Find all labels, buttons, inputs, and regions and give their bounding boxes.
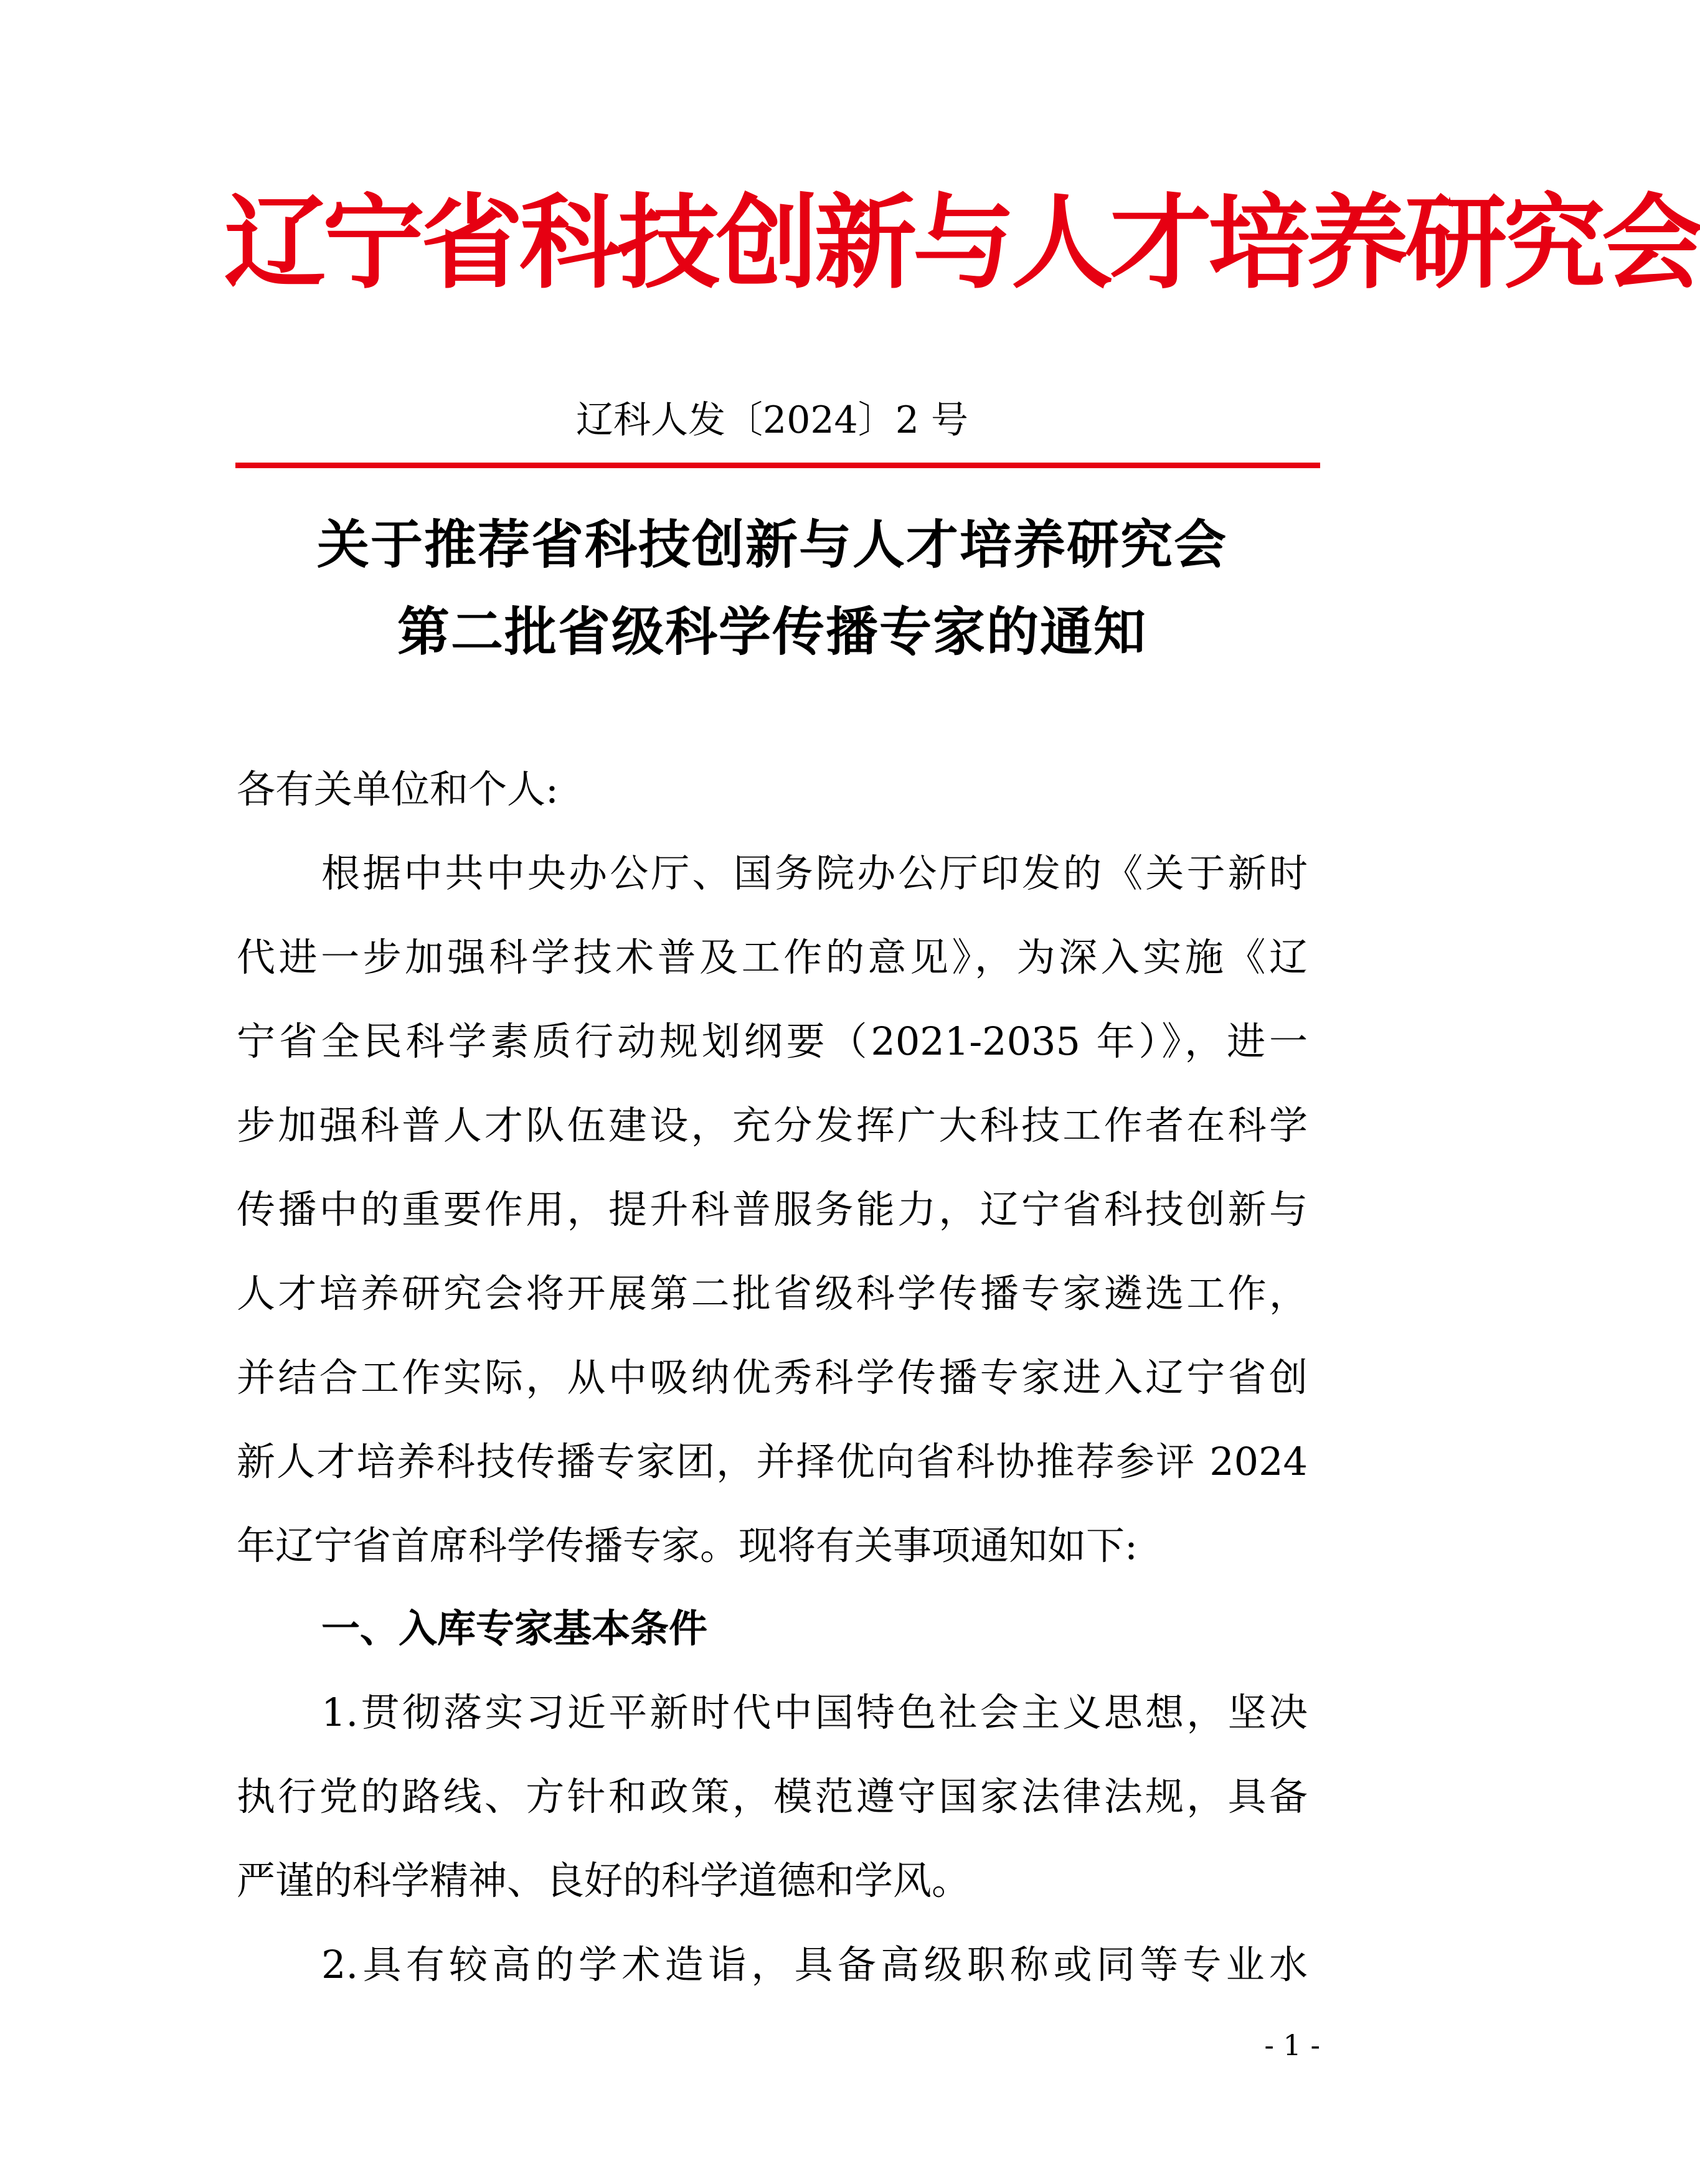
document-number: 辽科人发〔2024〕2 号 xyxy=(576,398,968,442)
paragraph-line: 年辽宁省首席科学传播专家。现将有关事项通知如下: xyxy=(237,1523,1138,1568)
section-heading: 一、入库专家基本条件 xyxy=(321,1606,708,1651)
item-1-line: 严谨的科学精神、良好的科学道德和学风。 xyxy=(237,1858,971,1903)
paragraph-line: 根据中共中央办公厅、国务院办公厅印发的《关于新时 xyxy=(321,850,1308,896)
paragraph-line: 新人才培养科技传播专家团，并择优向省科协推荐参评 2024 xyxy=(237,1439,1308,1484)
item-1-line: 执行党的路线、方针和政策，模范遵守国家法律法规，具备 xyxy=(237,1774,1308,1819)
paragraph-line: 步加强科普人才队伍建设，充分发挥广大科技工作者在科学 xyxy=(237,1103,1308,1148)
salutation: 各有关单位和个人: xyxy=(237,766,559,812)
paragraph-line: 宁省全民科学素质行动规划纲要（2021-2035 年）》，进一 xyxy=(237,1019,1308,1064)
notice-title-line-2: 第二批省级科学传播专家的通知 xyxy=(397,601,1147,662)
org-title: 辽宁省科技创新与人才培养研究会 xyxy=(224,182,1700,303)
notice-title-line-1: 关于推荐省科技创新与人才培养研究会 xyxy=(316,514,1227,575)
paragraph-line: 人才培养研究会将开展第二批省级科学传播专家遴选工作， xyxy=(237,1271,1308,1316)
page-number: - 1 - xyxy=(1264,2028,1320,2062)
item-1-line: 1.贯彻落实习近平新时代中国特色社会主义思想，坚决 xyxy=(321,1690,1308,1735)
paragraph-line: 并结合工作实际，从中吸纳优秀科学传播专家进入辽宁省创 xyxy=(237,1355,1308,1400)
paragraph-line: 传播中的重要作用，提升科普服务能力，辽宁省科技创新与 xyxy=(237,1187,1308,1232)
paragraph-line: 代进一步加强科学技术普及工作的意见》，为深入实施《辽 xyxy=(237,934,1308,980)
red-divider-line xyxy=(235,463,1320,468)
item-2-line: 2.具有较高的学术造诣，具备高级职称或同等专业水 xyxy=(321,1942,1308,1987)
